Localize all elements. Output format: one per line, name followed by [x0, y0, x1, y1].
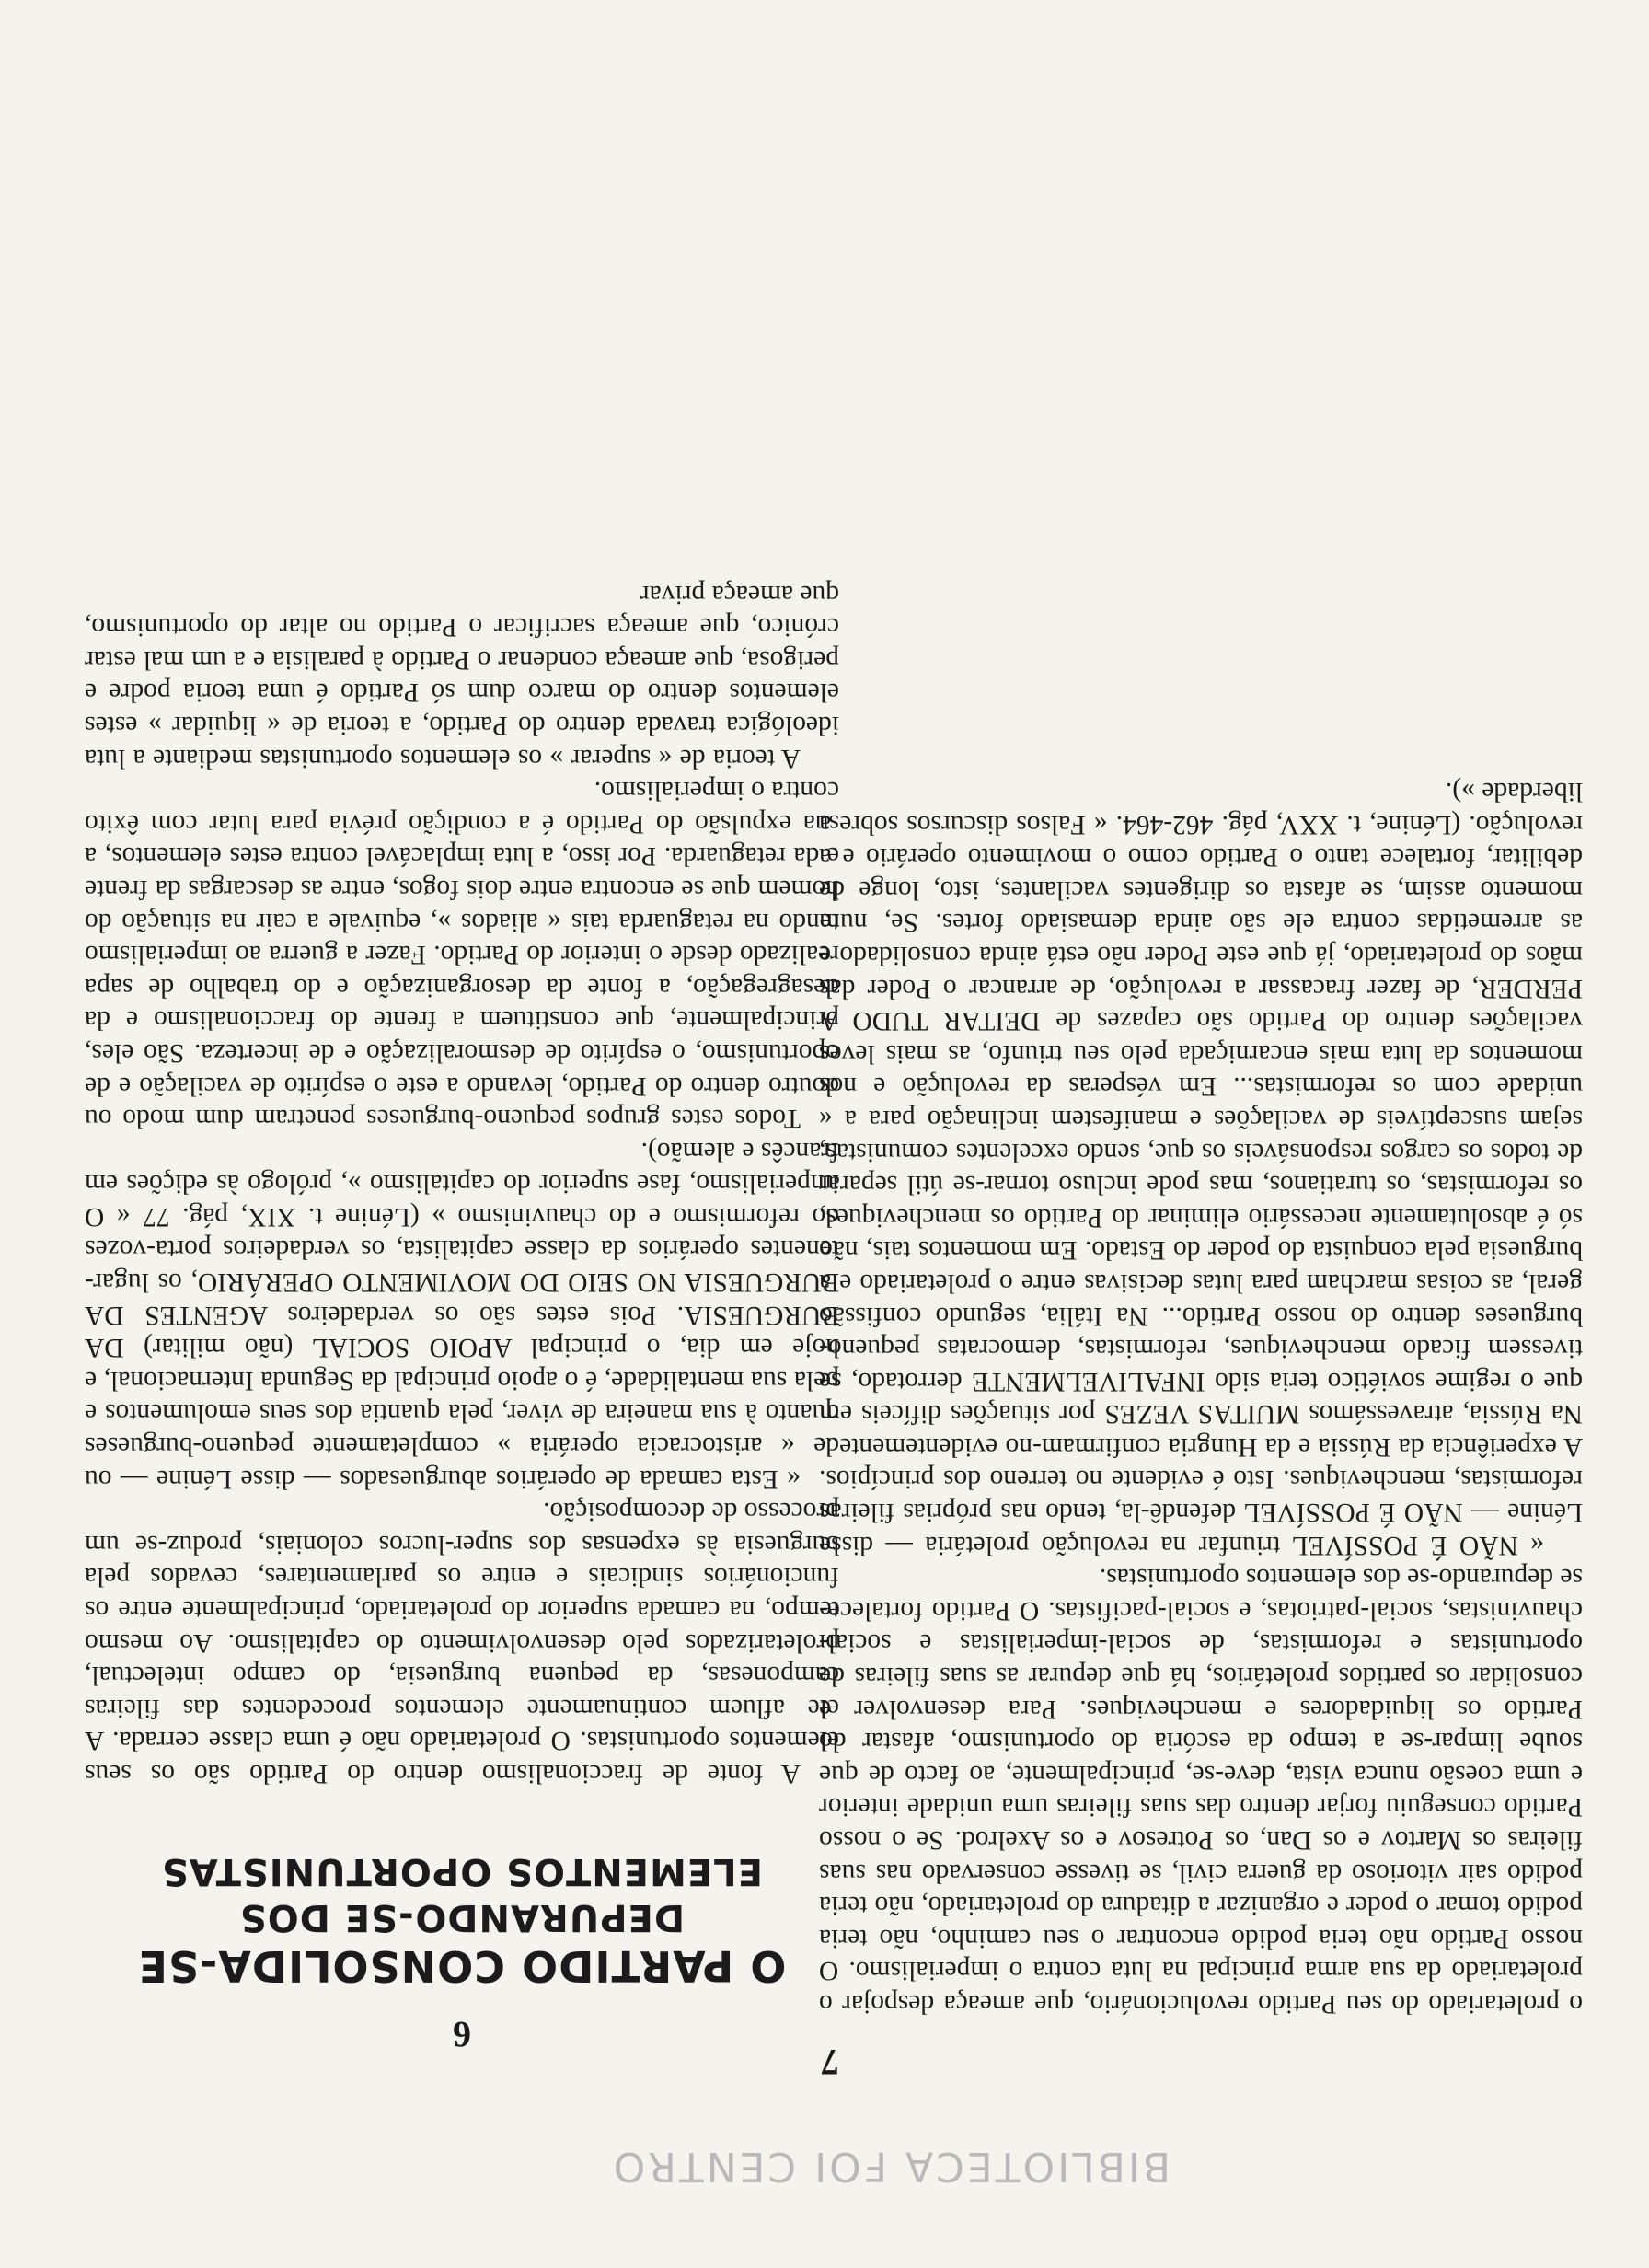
- title-line: O PARTIDO CONSOLIDA-SE: [137, 1941, 787, 1991]
- paragraph: « NÃO É POSSÍVEL triunfar na revolução proletária — disse Lénine — NÃO É POSSÍVEL defendê-la, tendo nas próprias fileiras reformistas, mencheviques. Isto é evidente no terreno dos princípios. A experiência da Rússia e da Hungria confirmam-no evidentemente... Na Rússia, atravessámos MUITAS VEZES por situações difíceis em que o regime soviético teria sido INFALIVELMENTE derrotado, se tivessem ficado mencheviques, reformistas, democratas pequeno-burgueses dentro do nosso Partido... Na Itália, segundo confissão geral, as coisas marcham para lutas decisivas entre o proletariado e a burguesia pela conquista do poder do Estado. Em momentos tais, não só é absolutamente necessário eliminar do Partido os mencheviques, os reformistas, os turatianos, mas pode incluso tornar-se útil separar de todos os cargos responsáveis os que, sendo excelentes comunistas, sejam susceptíveis de vacilações e manifestem inclinação para a « unidade com os reformistas... Em vésperas da revolução e nos momentos da luta mais encarniçada pelo seu triunfo, as mais leves vacilações dentro do Partido são capazes de DEITAR TUDO A PERDER, de fazer fracassar a revolução, de arrancar o Poder das mãos do proletariado, já que este Poder não está ainda consolidado e as arremetidas contra ele são ainda demasiado fortes. Se, num momento assim, se afasta os dirigentes vacilantes, isto, longe de debilitar, fortalece tanto o Partido como o movimento operário e a revolução. (Lénine, t. XXV, pág. 462-464. « Falsos discursos sobre a liberdade »).: [819, 777, 1583, 1560]
- paragraph: Todos estes grupos pequeno-burgueses penetram dum modo ou doutro dentro do Partido, levando a este o espírito de vacilação e de oportunismo, o espírito de desmoralização e de incerteza. São eles, principalmente, que constituem a frente do fraccionalismo e da desagregação, a fonte da desorganização e do trabalho de sapa realizado desde o interior do Partido. Fazer a guerra ao imperialismo tendo na retaguarda tais « aliados », equivale a cair na situação do homem que se encontra entre dois fogos, entre as descargas da frente e da retaguarda. Por isso, a luta implacável contra estes elementos, a sua expulsão do Partido é a condição prévia para lutar com êxito contra o imperialismo.: [85, 776, 839, 1134]
- paragraph: o proletariado do seu Partido revolucionário, que ameaça despojar o proletariado da sua arma principal na luta contra o imperialismo. O nosso Partido não teria podido encontrar o seu caminho, não teria podido tomar o poder e organizar a ditadura do proletariado, não teria podido sair vitorioso da guerra civil, se tivesse conservado nas suas fileiras os Martov e os Dan, os Potresov e os Axelrod. Se o nosso Partido conseguiu forjar dentro das suas fileiras uma unidade interior e uma coesão nunca vista, deve-se, principalmente, ao facto de que soube limpar-se a tempo da escória do oportunismo, afastar do Partido os liquidadores e mencheviques. Para desenvolver e consolidar os partidos proletários, há que depurar as suas fileiras de oportunistas e reformistas, de social-imperialistas e social-chauvinistas, social-patriotas, e social-pacifistas. O Partido fortalece-se depurando-se dos elementos oportunistas.: [819, 1563, 1583, 2019]
- paragraph: A fonte de fraccionalismo dentro do Partido são os seus elementos oportunistas. O proletariado não é uma classe cerrada. A ele afluem continuamente elementos procedentes das fileiras camponesas, da pequena burguesia, do campo intelectual, proletarizados pelo desenvolvimento do capitalismo. Ao mesmo tempo, na camada superior do proletariado, principalmente entre os funcionários sindicais e entre os parlamentares, cevados pela burguesia às expensas dos super-lucros coloniais, produz-se um processo de decomposição.: [85, 1497, 839, 1788]
- library-stamp: BIBLIOTECA FOI CENTRO: [610, 2143, 1170, 2190]
- left-page-column: [85, 577, 839, 2268]
- page-number-right: 7: [821, 2042, 839, 2083]
- page-number-left: 6: [453, 2014, 471, 2055]
- title-line: DEPURANDO-SE DOS: [238, 1896, 686, 1938]
- right-page-column: [819, 774, 1583, 2268]
- paragraph: « Esta camada de operários aburguesados — disse Lénine — ou de « aristocracia operária » completamente pequeno-burgueses quanto à sua maneira de viver, pela quantia dos seus emolumentos e pela sua mentalidade, é o apoio principal da Segunda Internacional, e hoje em dia, o principal APOIO SOCIAL (não militar) DA BURGUESIA. Pois estes são os verdadeiros AGENTES DA BURGUESIA NO SEIO DO MOVIMENTO OPERÁRIO, os lugar-tenentes operários da classe capitalista, os verdadeiros porta-vozes do reformismo e do chauvinismo » (Lénine t. XIX, pág. 77 « O imperialismo, fase superior do capitalismo », prólogo às edições em francês e alemão).: [85, 1136, 839, 1494]
- title-line: ELEMENTOS OPORTUNISTAS: [161, 1850, 763, 1892]
- paragraph: A teoria de « superar » os elementos oportunistas mediante a luta ideológica travada dentro do Partido, a teoria de « liquidar » estes elementos dentro do marco dum só Partido é uma teoria podre e perigosa, que ameaça condenar o Partido à paralisia e a um mal estar crónico, que ameaça sacrificar o Partido no altar do oportunismo, que ameaça privar: [85, 579, 839, 773]
